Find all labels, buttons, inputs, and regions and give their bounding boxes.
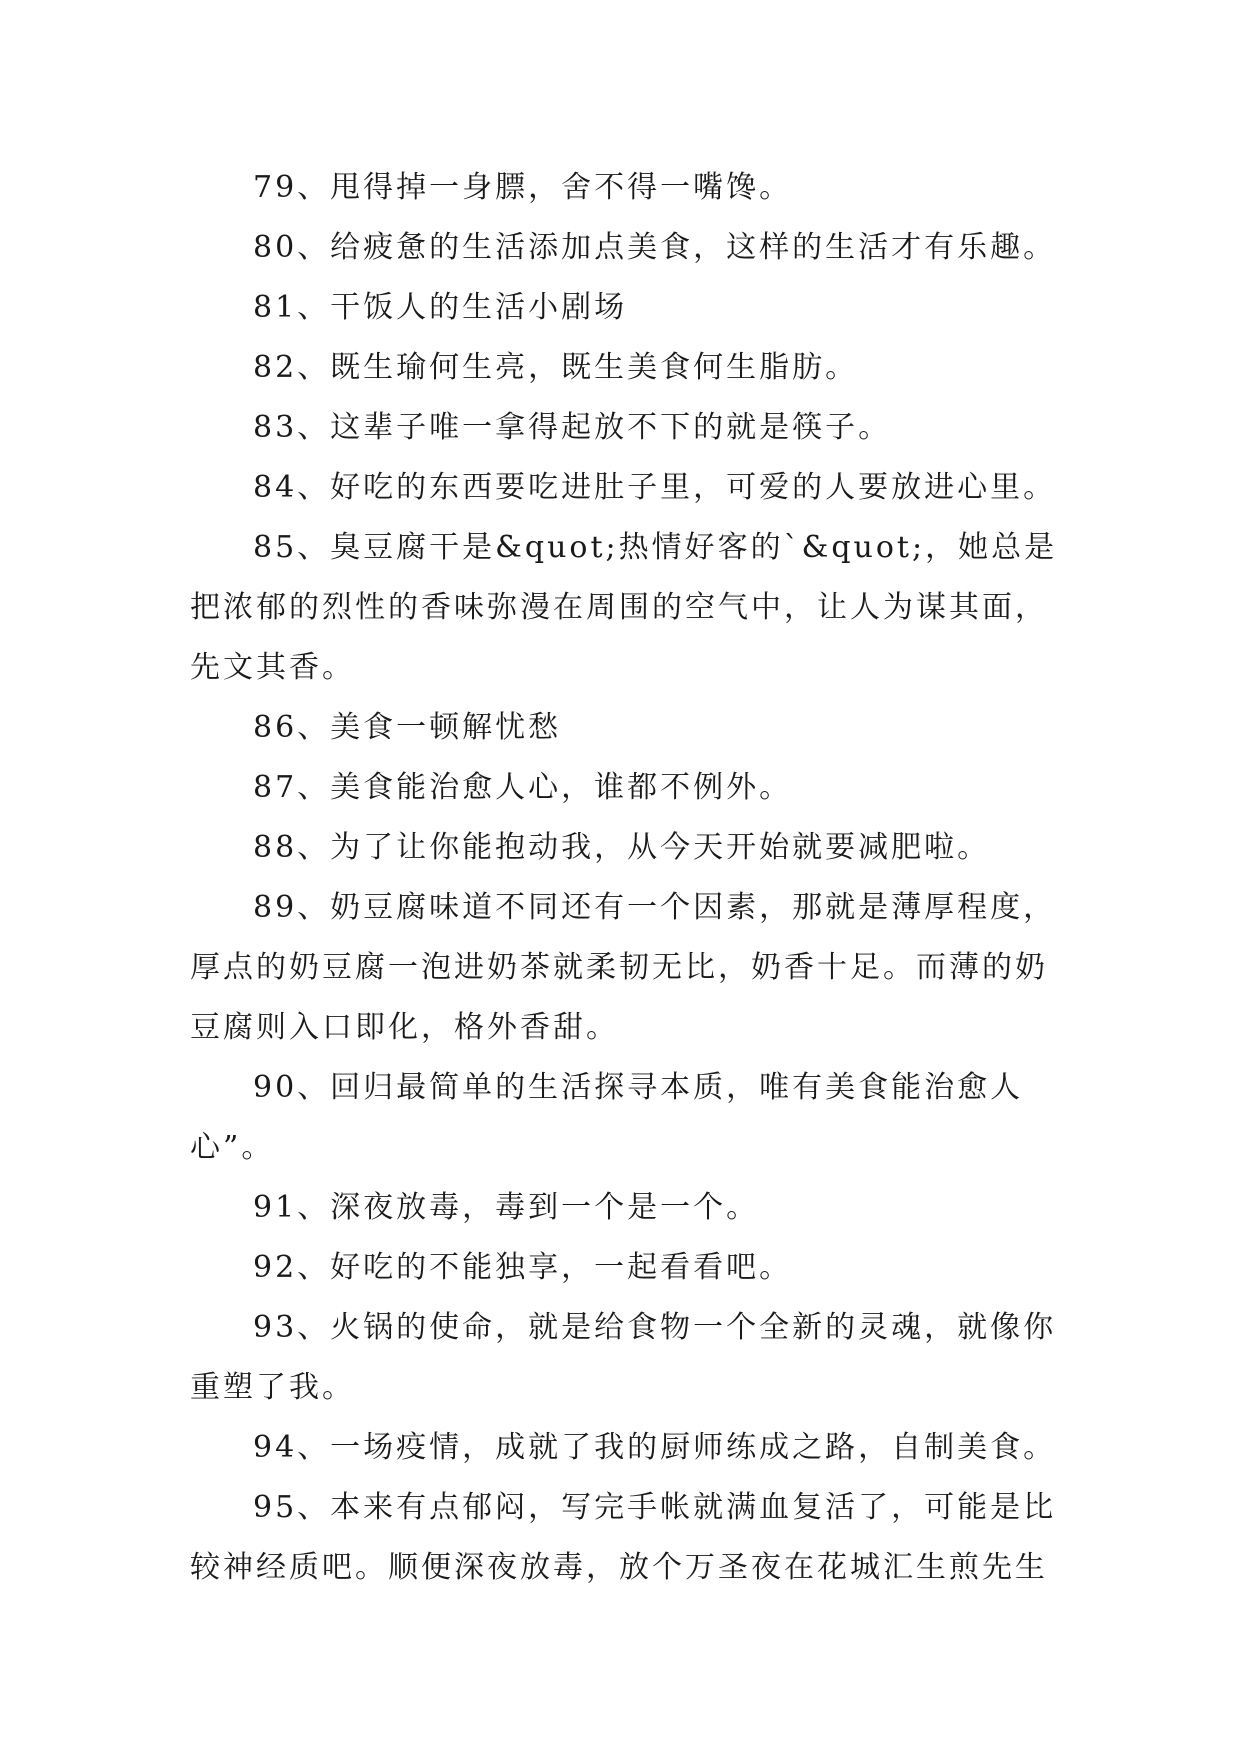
paragraph-88: 88、为了让你能抱动我，从今天开始就要减肥啦。	[253, 830, 991, 865]
paragraph-95: 95、本来有点郁闷，写完手帐就满血复活了，可能是比较神经质吧。顺便深夜放毒，放个万圣夜在花城汇生煎先生	[190, 1490, 1057, 1585]
paragraph-82: 82、既生瑜何生亮，既生美食何生脂肪。	[253, 350, 859, 385]
paragraph-90: 90、回归最简单的生活探寻本质，唯有美食能治愈人心”。	[190, 1070, 1024, 1165]
paragraph-81: 81、干饭人的生活小剧场	[253, 290, 628, 325]
paragraph-79: 79、甩得掉一身膘，舍不得一嘴馋。	[253, 170, 793, 205]
paragraph-91: 91、深夜放毒，毒到一个是一个。	[253, 1190, 760, 1225]
paragraph-87: 87、美食能治愈人心，谁都不例外。	[253, 770, 793, 805]
paragraph-92: 92、好吃的不能独享，一起看看吧。	[253, 1250, 793, 1285]
paragraph-89: 89、奶豆腐味道不同还有一个因素，那就是薄厚程度，厚点的奶豆腐一泡进奶茶就柔韧无比，奶香十足。而薄的奶豆腐则入口即化，格外香甜。	[190, 890, 1057, 1045]
paragraph-84: 84、好吃的东西要吃进肚子里，可爱的人要放进心里。	[253, 470, 1057, 505]
paragraph-93: 93、火锅的使命，就是给食物一个全新的灵魂，就像你重塑了我。	[190, 1310, 1057, 1405]
paragraph-80: 80、给疲惫的生活添加点美食，这样的生活才有乐趣。	[253, 230, 1057, 265]
paragraph-94: 94、一场疫情，成就了我的厨师练成之路，自制美食。	[253, 1430, 1057, 1465]
paragraph-85: 85、臭豆腐干是&quot;热情好客的`&quot;，她总是把浓郁的烈性的香味弥漫在周围的空气中，让人为谋其面，先文其香。	[190, 530, 1058, 685]
paragraph-83: 83、这辈子唯一拿得起放不下的就是筷子。	[253, 410, 892, 445]
paragraph-86: 86、美食一顿解忧愁	[253, 710, 562, 745]
document-body	[190, 158, 1070, 1598]
